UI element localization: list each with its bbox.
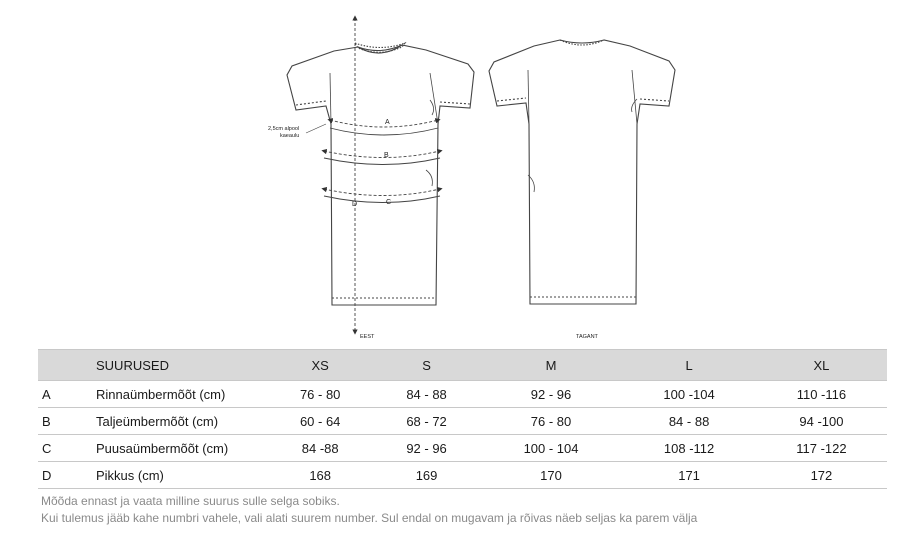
dress-front-drawing bbox=[287, 43, 474, 305]
cell-value: 92 - 96 bbox=[480, 381, 623, 408]
table-header-row bbox=[38, 350, 887, 381]
cell-value: 172 bbox=[756, 462, 887, 489]
table-row bbox=[38, 462, 887, 489]
cell-value: 171 bbox=[622, 462, 756, 489]
dress-back-drawing bbox=[489, 40, 675, 304]
cell-value: 94 -100 bbox=[756, 408, 887, 435]
cell-value: 108 -112 bbox=[622, 435, 756, 462]
cell-value: 76 - 80 bbox=[267, 381, 373, 408]
measure-label-c: C bbox=[386, 199, 392, 206]
back-caption: TAGANT bbox=[576, 334, 598, 340]
annotation-text-line2: kaeaulu bbox=[280, 133, 300, 139]
cell-value: 84 -88 bbox=[267, 435, 373, 462]
front-caption: EEST bbox=[360, 334, 375, 340]
table-row bbox=[38, 408, 887, 435]
measure-label-d: D bbox=[352, 201, 358, 208]
cell-value: 110 -116 bbox=[756, 381, 887, 408]
cell-value: 169 bbox=[373, 462, 479, 489]
cell-value: 100 -104 bbox=[622, 381, 756, 408]
measure-label-b: B bbox=[384, 152, 389, 159]
header-size-xl: XL bbox=[756, 350, 887, 381]
cell-value: 117 -122 bbox=[756, 435, 887, 462]
note-line-2: Kui tulemus jääb kahe numbri vahele, vali alati suurem number. Sul endal on mugavam ja rõivas näeb seljas ka parem välja bbox=[41, 511, 698, 525]
row-measurement-name: Pikkus (cm) bbox=[95, 462, 267, 489]
row-letter: C bbox=[38, 435, 95, 462]
cell-value: 92 - 96 bbox=[373, 435, 479, 462]
header-size-m: M bbox=[480, 350, 623, 381]
measurement-guides bbox=[306, 18, 440, 332]
cell-value: 60 - 64 bbox=[267, 408, 373, 435]
cell-value: 168 bbox=[267, 462, 373, 489]
header-size-xs: XS bbox=[267, 350, 373, 381]
row-letter: A bbox=[38, 381, 95, 408]
note-line-1: Mõõda ennast ja vaata milline suurus sulle selga sobiks. bbox=[41, 494, 340, 508]
header-size-s: S bbox=[373, 350, 479, 381]
cell-value: 170 bbox=[480, 462, 623, 489]
header-sizes: SUURUSED bbox=[95, 350, 267, 381]
row-letter: B bbox=[38, 408, 95, 435]
cell-value: 76 - 80 bbox=[480, 408, 623, 435]
row-measurement-name: Puusaümbermõõt (cm) bbox=[95, 435, 267, 462]
cell-value: 100 - 104 bbox=[480, 435, 623, 462]
row-measurement-name: Rinnaümbermõõt (cm) bbox=[95, 381, 267, 408]
cell-value: 84 - 88 bbox=[622, 408, 756, 435]
annotation-text-line1: 2,5cm alpool bbox=[268, 126, 300, 132]
row-measurement-name: Taljeümbermõõt (cm) bbox=[95, 408, 267, 435]
table-row bbox=[38, 381, 887, 408]
row-letter: D bbox=[38, 462, 95, 489]
table-row bbox=[38, 435, 887, 462]
size-chart-table bbox=[38, 349, 887, 489]
cell-value: 68 - 72 bbox=[373, 408, 479, 435]
header-size-l: L bbox=[622, 350, 756, 381]
header-blank bbox=[38, 350, 95, 381]
measure-label-a: A bbox=[385, 119, 390, 126]
cell-value: 84 - 88 bbox=[373, 381, 479, 408]
